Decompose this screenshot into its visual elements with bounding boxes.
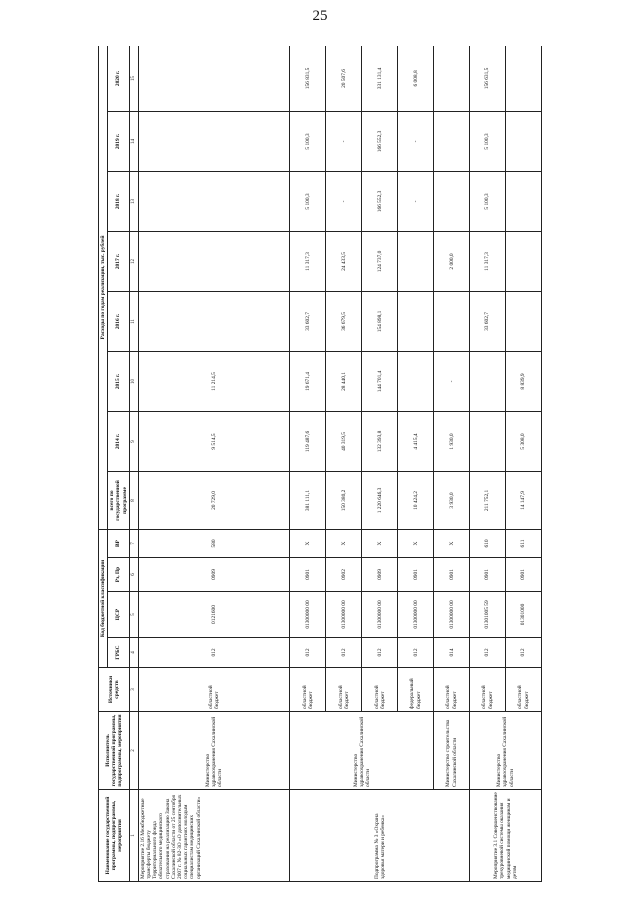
row-name: Подпрограмма № 3 «Охрана здоровья матери и ребенка»: [290, 790, 470, 882]
row-csr: 01300000 00: [290, 592, 326, 638]
row-total: 14 147,9: [506, 471, 542, 529]
row-grbs: 012: [362, 638, 398, 668]
row-value: 144 701,4: [362, 351, 398, 411]
header-budget-code: Код бюджетной классификации: [99, 529, 108, 667]
row-value: 6 008,8: [398, 46, 434, 111]
row-value: [506, 46, 542, 111]
row-vr: X: [290, 529, 326, 557]
column-number: 11: [129, 291, 138, 351]
row-source: областной бюджет: [362, 668, 398, 712]
row-value: [506, 111, 542, 171]
row-value: -: [434, 351, 470, 411]
row-value: 166 552,3: [362, 111, 398, 171]
row-value: 40 319,5: [326, 411, 362, 471]
row-value: 5 100,3: [470, 111, 506, 171]
row-executor: Министерство строительства Сахалинской области: [434, 712, 470, 790]
row-vr: X: [434, 529, 470, 557]
row-value: -: [398, 171, 434, 231]
row-grbs: 012: [398, 638, 434, 668]
row-value: 5 308,0: [506, 411, 542, 471]
row-value: [506, 291, 542, 351]
table-row: [290, 46, 326, 882]
row-value: 132 393,8: [362, 411, 398, 471]
header-year: 2018 г.: [108, 171, 130, 231]
header-total: всего по государственной программе: [108, 471, 130, 529]
row-rzpr: 0901: [506, 558, 542, 592]
row-value: 19 671,4: [290, 351, 326, 411]
row-total: 211 752,1: [470, 471, 506, 529]
header-year: 2016 г.: [108, 291, 130, 351]
row-value: 8 839,9: [506, 351, 542, 411]
row-value: [470, 411, 506, 471]
row-value: 33 602,7: [470, 291, 506, 351]
header-executor: Исполнитель государственной программы, подпрограммы, мероприятия: [99, 712, 130, 790]
header-name: Наименование государственной программы, подпрограммы, мероприятия: [99, 790, 130, 882]
row-source: областной бюджет: [326, 668, 362, 712]
column-number: 13: [129, 171, 138, 231]
row-source: областной бюджет: [434, 668, 470, 712]
row-value: [138, 291, 290, 351]
row-value: [470, 351, 506, 411]
row-vr: 611: [506, 529, 542, 557]
page-number: 25: [312, 8, 328, 24]
row-value: [398, 231, 434, 291]
column-number: 6: [129, 558, 138, 592]
row-vr: 610: [470, 529, 506, 557]
row-value: 5 100,3: [470, 171, 506, 231]
header-year: 2014 г.: [108, 411, 130, 471]
row-csr: 0121600: [138, 592, 290, 638]
row-value: 36 679,5: [326, 291, 362, 351]
row-value: [434, 291, 470, 351]
column-number: 2: [129, 712, 138, 790]
row-value: 20 507,6: [326, 46, 362, 111]
row-value: 5 100,3: [290, 111, 326, 171]
row-value: 9 514,5: [138, 411, 290, 471]
row-value: 4 415,4: [398, 411, 434, 471]
table-rotator: [98, 46, 542, 882]
row-csr: 01301005 59: [470, 592, 506, 638]
column-number: 1: [129, 790, 138, 882]
row-total: 20 729,0: [138, 471, 290, 529]
row-executor: Министерство здравоохранения Сахалинской области: [290, 712, 434, 790]
row-value: [138, 231, 290, 291]
row-total: 381 111,1: [290, 471, 326, 529]
table-row: [470, 46, 506, 882]
row-value: -: [326, 171, 362, 231]
header-year: 2020 г.: [108, 46, 130, 111]
row-value: 154 898,1: [362, 291, 398, 351]
header-year: 2015 г.: [108, 351, 130, 411]
row-value: [138, 46, 290, 111]
row-value: 11 214,5: [138, 351, 290, 411]
row-rzpr: 0901: [398, 558, 434, 592]
row-value: 11 317,3: [470, 231, 506, 291]
row-value: [434, 46, 470, 111]
row-rzpr: 0901: [434, 558, 470, 592]
row-grbs: 014: [434, 638, 470, 668]
header-years-group: Расходы по годам реализации, тыс. рублей: [99, 46, 108, 529]
row-value: 2 000,0: [434, 231, 470, 291]
row-rzpr: 0901: [290, 558, 326, 592]
row-value: 11 317,3: [290, 231, 326, 291]
column-number: 10: [129, 351, 138, 411]
row-value: 24 433,5: [326, 231, 362, 291]
header-csr: ЦСР: [108, 592, 130, 638]
row-source: областной бюджет: [290, 668, 326, 712]
row-csr: 01300000 00: [362, 592, 398, 638]
table-row: [434, 46, 470, 882]
row-vr: 580: [138, 529, 290, 557]
header-grbs: ГРБС: [108, 638, 130, 668]
row-csr: 01301000: [506, 592, 542, 638]
row-source: областной бюджет: [470, 668, 506, 712]
row-rzpr: 0901: [470, 558, 506, 592]
row-value: 166 552,3: [362, 171, 398, 231]
row-name: Мероприятие 3.1 Совершенствование трехуровневой системы оказания медицинской помощи женщинам и детям: [470, 790, 542, 882]
row-value: 156 831,5: [290, 46, 326, 111]
row-value: [506, 171, 542, 231]
column-number: 14: [129, 111, 138, 171]
column-number-row: [129, 46, 138, 882]
row-vr: X: [362, 529, 398, 557]
column-number: 12: [129, 231, 138, 291]
row-value: [398, 351, 434, 411]
row-rzpr: 0902: [326, 558, 362, 592]
row-grbs: 012: [506, 638, 542, 668]
row-value: [434, 171, 470, 231]
column-number: 3: [129, 668, 138, 712]
row-value: 119 487,6: [290, 411, 326, 471]
row-value: 124 737,0: [362, 231, 398, 291]
row-value: [138, 111, 290, 171]
row-source: областной бюджет: [506, 668, 542, 712]
row-value: 331 131,4: [362, 46, 398, 111]
header-row-1: [99, 46, 108, 882]
row-value: 28 440,1: [326, 351, 362, 411]
column-number: 4: [129, 638, 138, 668]
row-total: 10 424,2: [398, 471, 434, 529]
column-number: 8: [129, 471, 138, 529]
row-name: Мероприятие 2.16 Межбюджетные трансферты бюджету Территориального фонда обязательного медицинского страхования на реализацию Закона Сахалинской области от 25 сентября 2007 г. № 82-ЗО «О дополнительных социальных гарантиях молодым специалистам медицинских организаций Сахалинской области»: [138, 790, 290, 882]
rotated-table-frame: [98, 46, 542, 882]
column-number: 5: [129, 592, 138, 638]
row-value: [138, 171, 290, 231]
row-value: -: [398, 111, 434, 171]
header-rzpr: Рз, Пр: [108, 558, 130, 592]
row-value: [434, 111, 470, 171]
row-grbs: 012: [290, 638, 326, 668]
row-total: 3 930,0: [434, 471, 470, 529]
row-value: 1 930,0: [434, 411, 470, 471]
row-rzpr: 0909: [138, 558, 290, 592]
row-total: 1 220 646,3: [362, 471, 398, 529]
row-executor: Министерство здравоохранения Сахалинской области: [470, 712, 542, 790]
row-grbs: 012: [326, 638, 362, 668]
row-value: 156 631,5: [470, 46, 506, 111]
row-grbs: 012: [138, 638, 290, 668]
header-year: 2017 г.: [108, 231, 130, 291]
row-csr: 01300000 00: [326, 592, 362, 638]
table-row: [138, 46, 290, 882]
row-value: 5 100,3: [290, 171, 326, 231]
column-number: 15: [129, 46, 138, 111]
column-number: 9: [129, 411, 138, 471]
row-value: -: [326, 111, 362, 171]
row-csr: 01300000 00: [398, 592, 434, 638]
budget-table: [98, 46, 542, 882]
row-csr: 01300000 00: [434, 592, 470, 638]
column-number: 7: [129, 529, 138, 557]
row-executor: Министерство здравоохранения Сахалинской области: [138, 712, 290, 790]
row-vr: X: [326, 529, 362, 557]
row-grbs: 012: [470, 638, 506, 668]
row-value: [506, 231, 542, 291]
row-rzpr: 0909: [362, 558, 398, 592]
row-value: 33 602,7: [290, 291, 326, 351]
header-vr: ВР: [108, 529, 130, 557]
row-value: [398, 291, 434, 351]
row-vr: X: [398, 529, 434, 557]
header-year: 2019 г.: [108, 111, 130, 171]
row-source: областной бюджет: [138, 668, 290, 712]
header-source: Источники средств: [99, 668, 130, 712]
row-source: федеральный бюджет: [398, 668, 434, 712]
row-total: 150 380,2: [326, 471, 362, 529]
